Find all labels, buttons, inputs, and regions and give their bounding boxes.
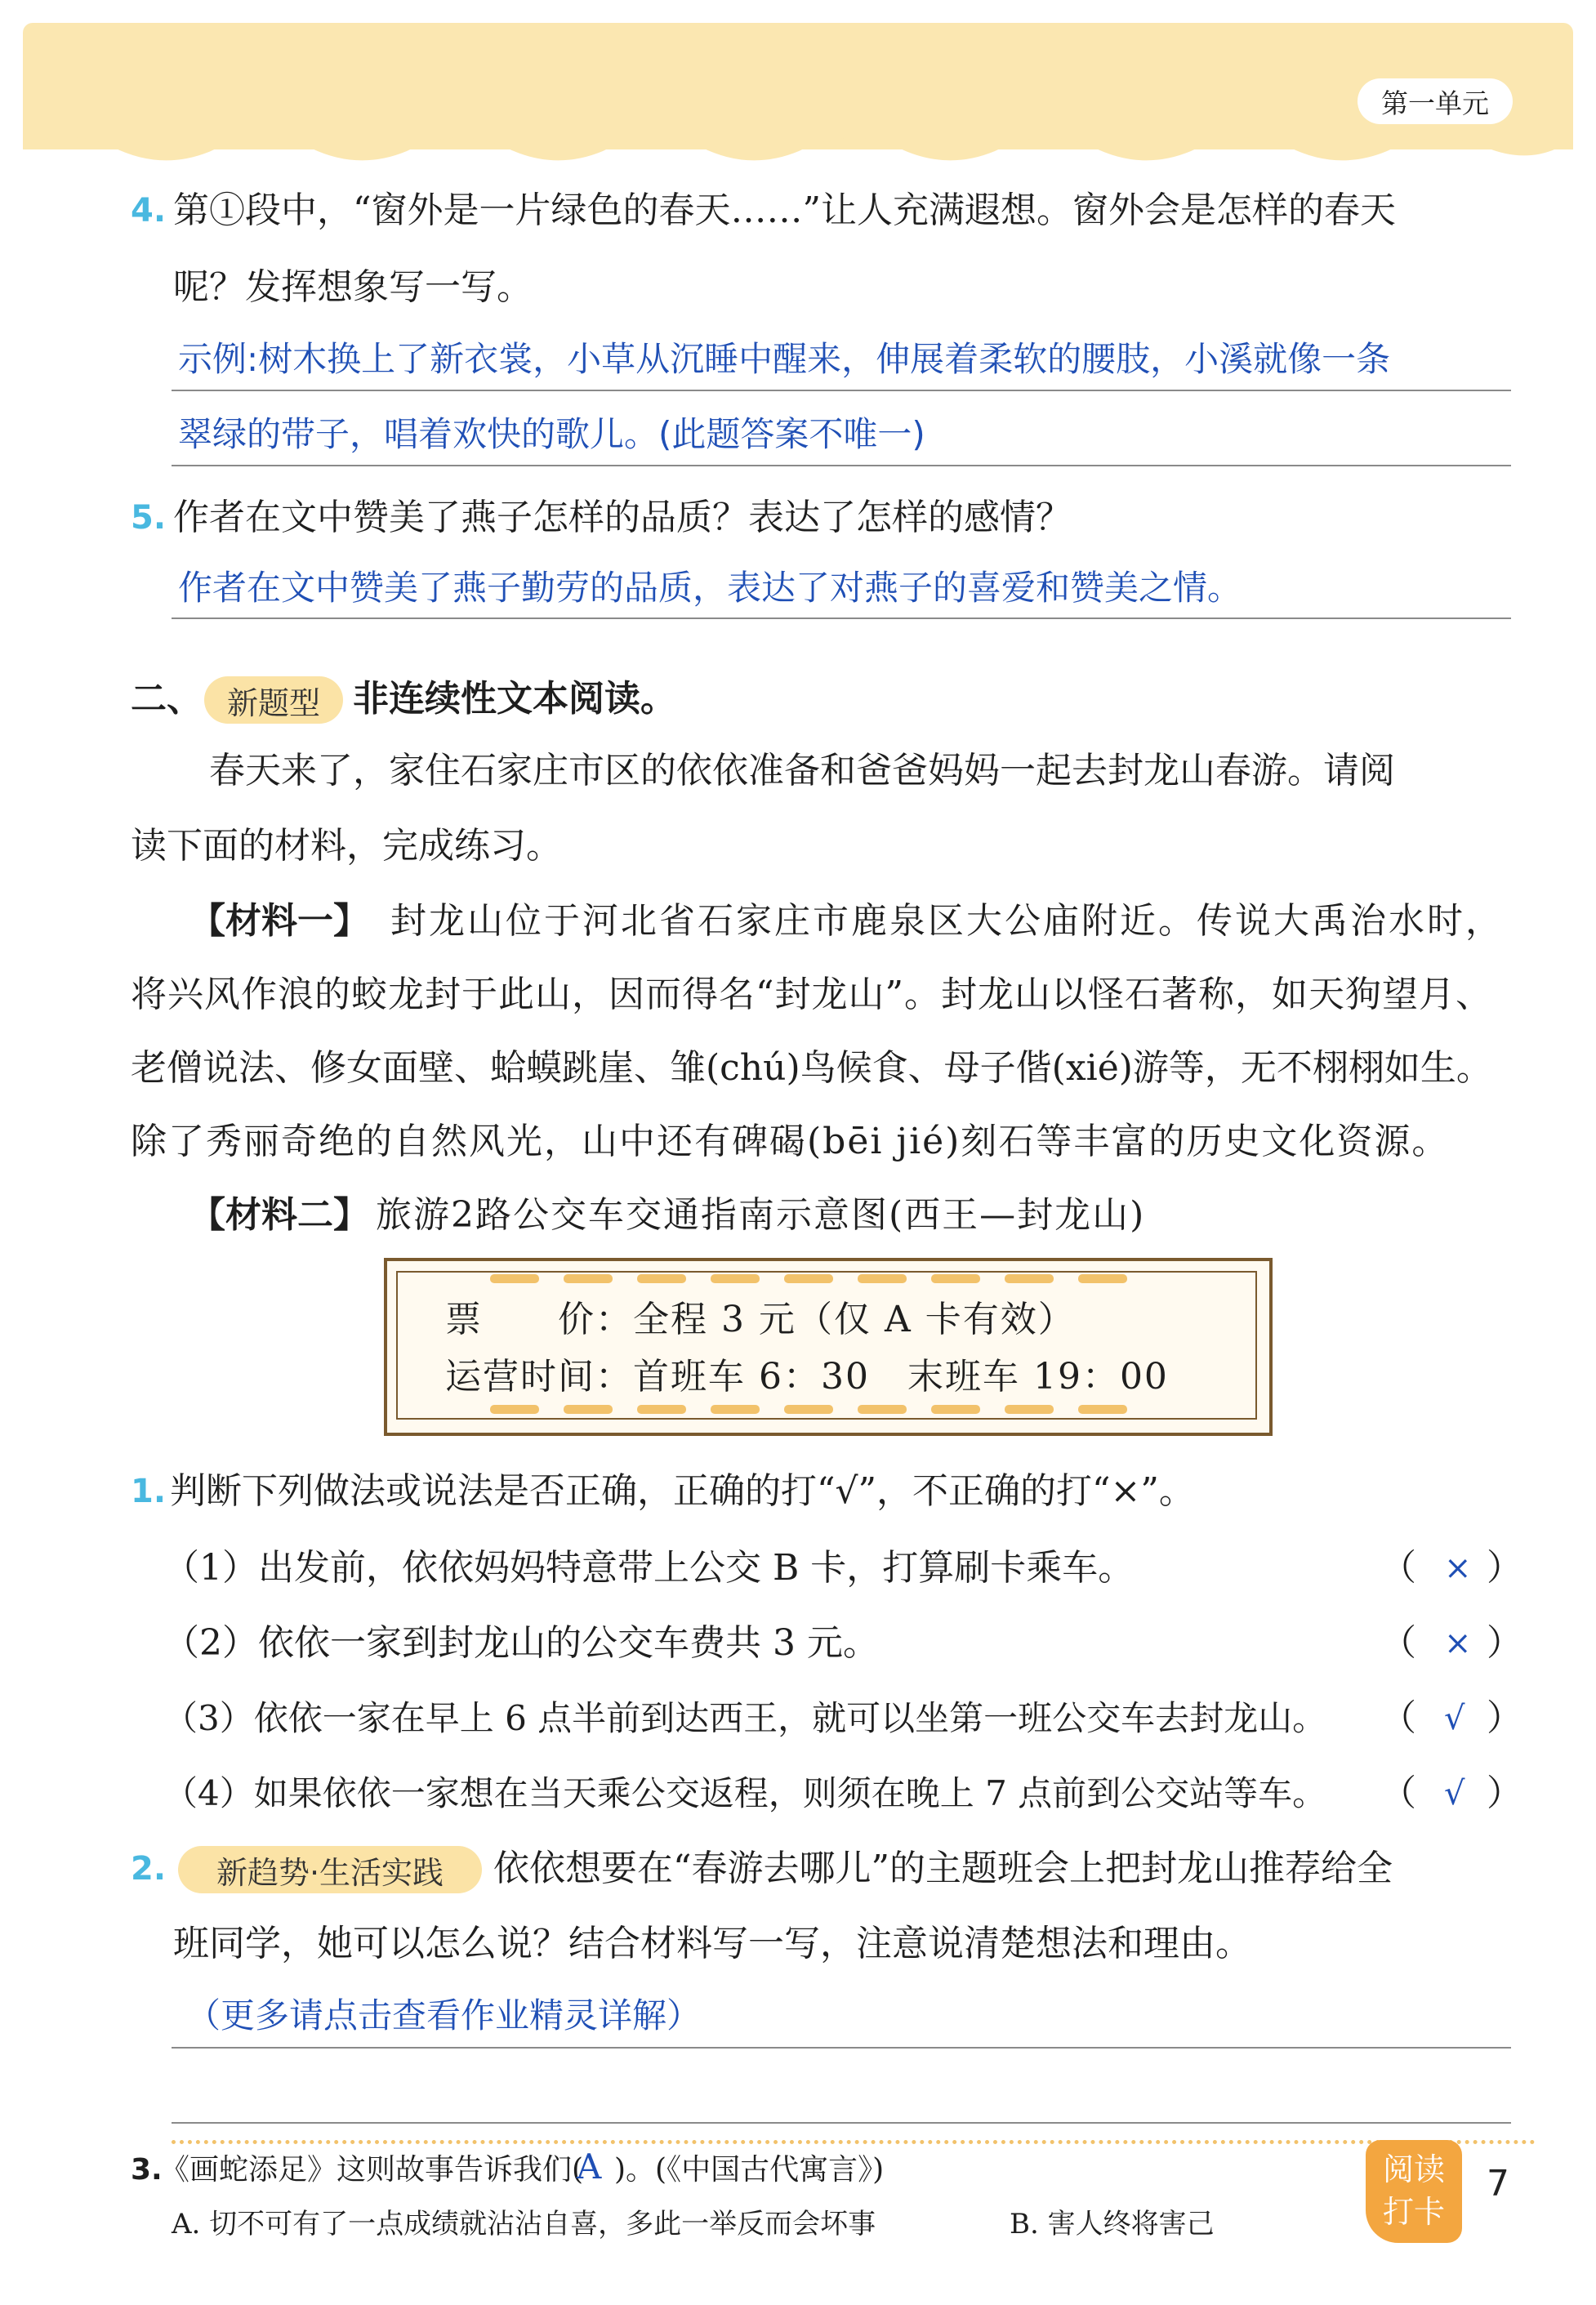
question-text: 班同学，她可以怎么说？结合材料写一写，注意说清楚想法和理由。 <box>173 1923 1251 1964</box>
bracket-open: （ <box>1380 1772 1416 1814</box>
material-label: 【材料二】 <box>189 1194 369 1236</box>
bracket-close: ） <box>1487 1547 1522 1589</box>
judge-answer-mark: √ <box>1444 1775 1465 1812</box>
box-bottom-decoration <box>490 1403 1160 1416</box>
footer-answer: A <box>577 2147 602 2187</box>
intro-text: 读下面的材料，完成练习。 <box>131 825 562 867</box>
schedule-info: 运营时间：首班车 6：30 末班车 19：00 <box>445 1356 1169 1398</box>
section-title: 非连续性文本阅读。 <box>353 678 676 720</box>
material-label: 【材料一】 <box>189 900 369 942</box>
question-text: 判断下列做法或说法是否正确，正确的打“√”，不正确的打“×”。 <box>170 1470 1195 1512</box>
judge-item: （3）依依一家在早上 6 点半前到达西王，就可以坐第一班公交车去封龙山。 <box>163 1698 1327 1738</box>
bracket-open: （ <box>1380 1547 1416 1589</box>
badge-label: 阅读 <box>1382 2151 1445 2187</box>
bracket-close: ） <box>1487 1622 1522 1664</box>
unit-tab: 第一单元 <box>1357 78 1513 124</box>
more-answer-link[interactable]: （更多请点击查看作业精灵详解） <box>186 1995 702 2035</box>
answer-text: 作者在文中赞美了燕子勤劳的品质，表达了对燕子的喜爱和赞美之情。 <box>178 568 1242 608</box>
answer-line <box>172 2122 1511 2124</box>
fare-info: 票 价：全程 3 元（仅 A 卡有效） <box>445 1299 1076 1340</box>
footer-option-a: A. 切不可有了一点成绩就沾沾自喜，多此一举反而会坏事 <box>172 2208 876 2240</box>
question-number: 5. <box>131 499 167 537</box>
answer-line <box>172 2047 1511 2049</box>
bracket-close: ） <box>1487 1772 1522 1814</box>
judge-answer-mark: √ <box>1444 1700 1465 1737</box>
footer-question-text: 《画蛇添足》这则故事告诉我们( <box>160 2153 584 2187</box>
question-number: 4. <box>131 192 167 230</box>
material-text: 将兴风作浪的蛟龙封于此山，因而得名“封龙山”。封龙山以怪石著称，如天狗望月、 <box>131 974 1492 1015</box>
footer-dotted-divider <box>172 2140 1536 2144</box>
answer-text: 翠绿的带子，唱着欢快的歌儿。(此题答案不唯一) <box>178 414 925 454</box>
footer-question-number: 3. <box>131 2153 163 2187</box>
bracket-open: （ <box>1380 1622 1416 1664</box>
page-number: 7 <box>1487 2163 1509 2205</box>
new-question-type-tag: 新题型 <box>204 676 343 724</box>
answer-line <box>172 617 1511 619</box>
judge-answer-mark: × <box>1444 1625 1472 1662</box>
material-text: 旅游2路公交车交通指南示意图(西王—封龙山) <box>376 1194 1146 1236</box>
material-text: 封龙山位于河北省石家庄市鹿泉区大公庙附近。传说大禹治水时， <box>390 900 1504 942</box>
bracket-close: ） <box>1487 1697 1522 1739</box>
badge-label: 打卡 <box>1382 2194 1445 2230</box>
question-text: 依依想要在“春游去哪儿”的主题班会上把封龙山推荐给全 <box>493 1848 1393 1889</box>
answer-line <box>172 465 1511 466</box>
footer-question-text: )。(《中国古代寓言》) <box>614 2153 885 2187</box>
question-text: 第①段中，“窗外是一片绿色的春天……”让人充满遐想。窗外会是怎样的春天 <box>173 189 1396 231</box>
intro-text: 春天来了，家住石家庄市区的依依准备和爸爸妈妈一起去封龙山春游。请阅 <box>209 750 1395 791</box>
answer-line <box>172 390 1511 391</box>
bracket-open: （ <box>1380 1697 1416 1739</box>
header-wave-edge <box>23 123 1573 172</box>
new-trend-tag: 新趋势·生活实践 <box>178 1846 482 1893</box>
footer-option-b: B. 害人终将害己 <box>1010 2208 1215 2240</box>
material-text: 除了秀丽奇绝的自然风光，山中还有碑碣(bēi jié)刻石等丰富的历史文化资源。 <box>131 1121 1450 1162</box>
box-top-decoration <box>490 1273 1160 1286</box>
judge-item: （2）依依一家到封龙山的公交车费共 3 元。 <box>163 1622 879 1664</box>
question-number: 2. <box>131 1850 167 1888</box>
material-text: 老僧说法、修女面壁、蛤蟆跳崖、雏(chú)鸟候食、母子偕(xié)游等，无不栩栩如生。 <box>131 1047 1492 1089</box>
section-number: 二、 <box>131 678 203 720</box>
answer-text: 示例:树木换上了新衣裳，小草从沉睡中醒来，伸展着柔软的腰肢，小溪就像一条 <box>178 339 1391 379</box>
question-text: 作者在文中赞美了燕子怎样的品质？表达了怎样的感情？ <box>173 497 1072 538</box>
judge-item: （4）如果依依一家想在当天乘公交返程，则须在晚上 7 点前到公交站等车。 <box>163 1773 1327 1813</box>
judge-item: （1）出发前，依依妈妈特意带上公交 B 卡，打算刷卡乘车。 <box>163 1547 1135 1589</box>
reading-checkin-badge[interactable] <box>1366 2140 1462 2243</box>
judge-answer-mark: × <box>1444 1549 1472 1587</box>
question-number: 1. <box>131 1473 167 1510</box>
question-text: 呢？发挥想象写一写。 <box>173 266 533 308</box>
